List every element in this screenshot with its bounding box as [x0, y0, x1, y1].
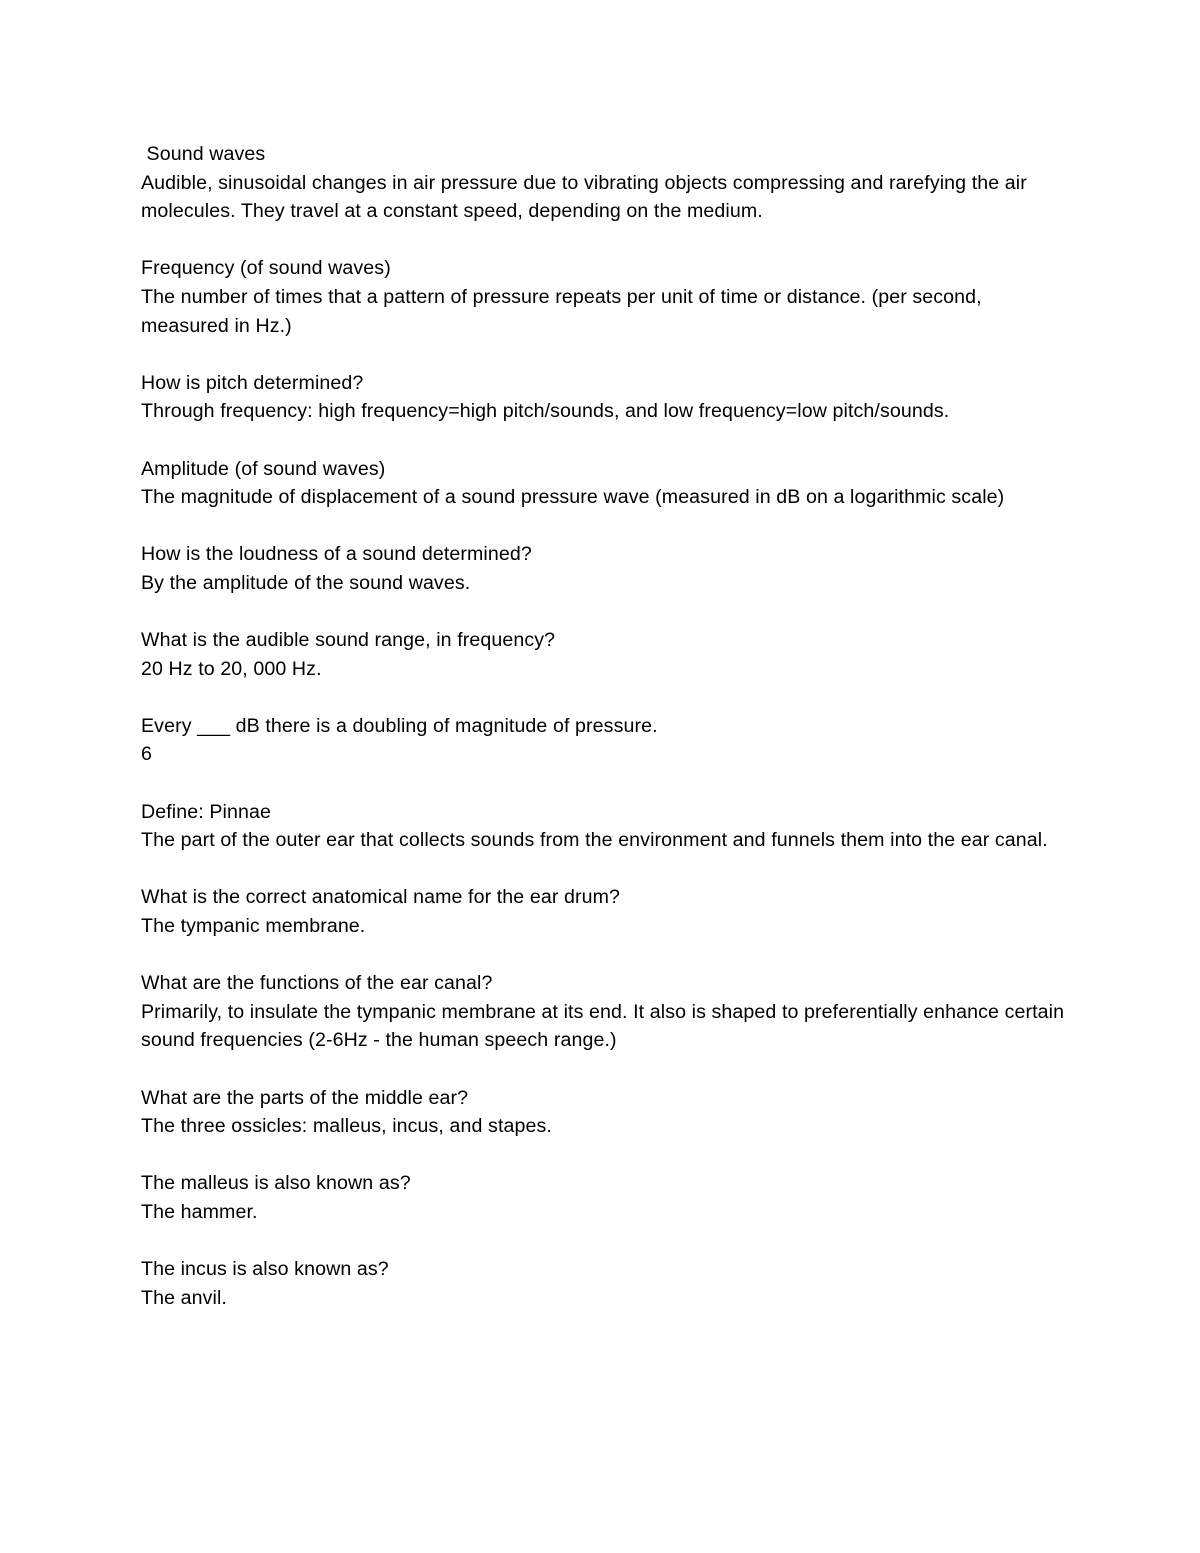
flashcard-item: [141, 140, 1071, 226]
flashcard-item: [141, 1084, 1071, 1141]
flashcard-question: The malleus is also known as?: [141, 1172, 411, 1195]
flashcard-answer: The magnitude of displacement of a sound pressure wave (measured in dB on a logarithmic scale): [141, 486, 1005, 509]
flashcard-item: [141, 883, 1071, 940]
flashcard-question: What is the correct anatomical name for the ear drum?: [141, 886, 621, 909]
flashcard-item: [141, 626, 1071, 683]
flashcard-question: Every ___ dB there is a doubling of magnitude of pressure.: [141, 714, 658, 737]
flashcard-question: Sound waves: [141, 143, 266, 165]
flashcard-answer: The tympanic membrane.: [141, 915, 366, 938]
flashcard-item: [141, 369, 1071, 426]
flashcard-item: [141, 1169, 1071, 1226]
flashcard-answer: Audible, sinusoidal changes in air pressure due to vibrating objects compressing and rarefying the air molecules. They travel at a constant speed, depending on the medium.: [141, 171, 1033, 223]
flashcard-question: Define: Pinnae: [141, 800, 271, 823]
flashcard-item: [141, 455, 1071, 512]
document-page: [141, 140, 1071, 1341]
flashcard-item: [141, 969, 1071, 1055]
flashcard-question: How is the loudness of a sound determined?: [141, 543, 532, 566]
flashcard-question: How is pitch determined?: [141, 371, 364, 394]
flashcard-question: What are the parts of the middle ear?: [141, 1086, 469, 1109]
flashcard-answer: The hammer.: [141, 1200, 258, 1223]
flashcard-item: [141, 1255, 1071, 1312]
flashcard-answer: By the amplitude of the sound waves.: [141, 571, 471, 594]
flashcard-question: Amplitude (of sound waves): [141, 457, 386, 480]
flashcard-answer: The anvil.: [141, 1286, 227, 1309]
flashcard-question: The incus is also known as?: [141, 1258, 389, 1281]
flashcard-item: [141, 798, 1071, 855]
flashcard-answer: 6: [141, 743, 152, 766]
flashcard-item: [141, 254, 1071, 340]
flashcard-question: What are the functions of the ear canal?: [141, 972, 493, 995]
flashcard-answer: 20 Hz to 20, 000 Hz.: [141, 657, 322, 680]
flashcard-answer: Primarily, to insulate the tympanic membrane at its end. It also is shaped to preferentially enhance certain sound frequencies (2-6Hz - the human speech range.): [141, 1000, 1070, 1052]
flashcard-answer: The part of the outer ear that collects sounds from the environment and funnels them into the ear canal.: [141, 829, 1048, 852]
flashcard-answer: The number of times that a pattern of pressure repeats per unit of time or distance. (per second, measured in Hz.): [141, 285, 988, 337]
flashcard-answer: Through frequency: high frequency=high pitch/sounds, and low frequency=low pitch/sounds.: [141, 400, 950, 423]
flashcard-item: [141, 540, 1071, 597]
flashcard-answer: The three ossicles: malleus, incus, and stapes.: [141, 1115, 552, 1138]
flashcard-question: What is the audible sound range, in frequency?: [141, 629, 556, 652]
flashcard-item: [141, 712, 1071, 769]
flashcard-question: Frequency (of sound waves): [141, 257, 391, 280]
